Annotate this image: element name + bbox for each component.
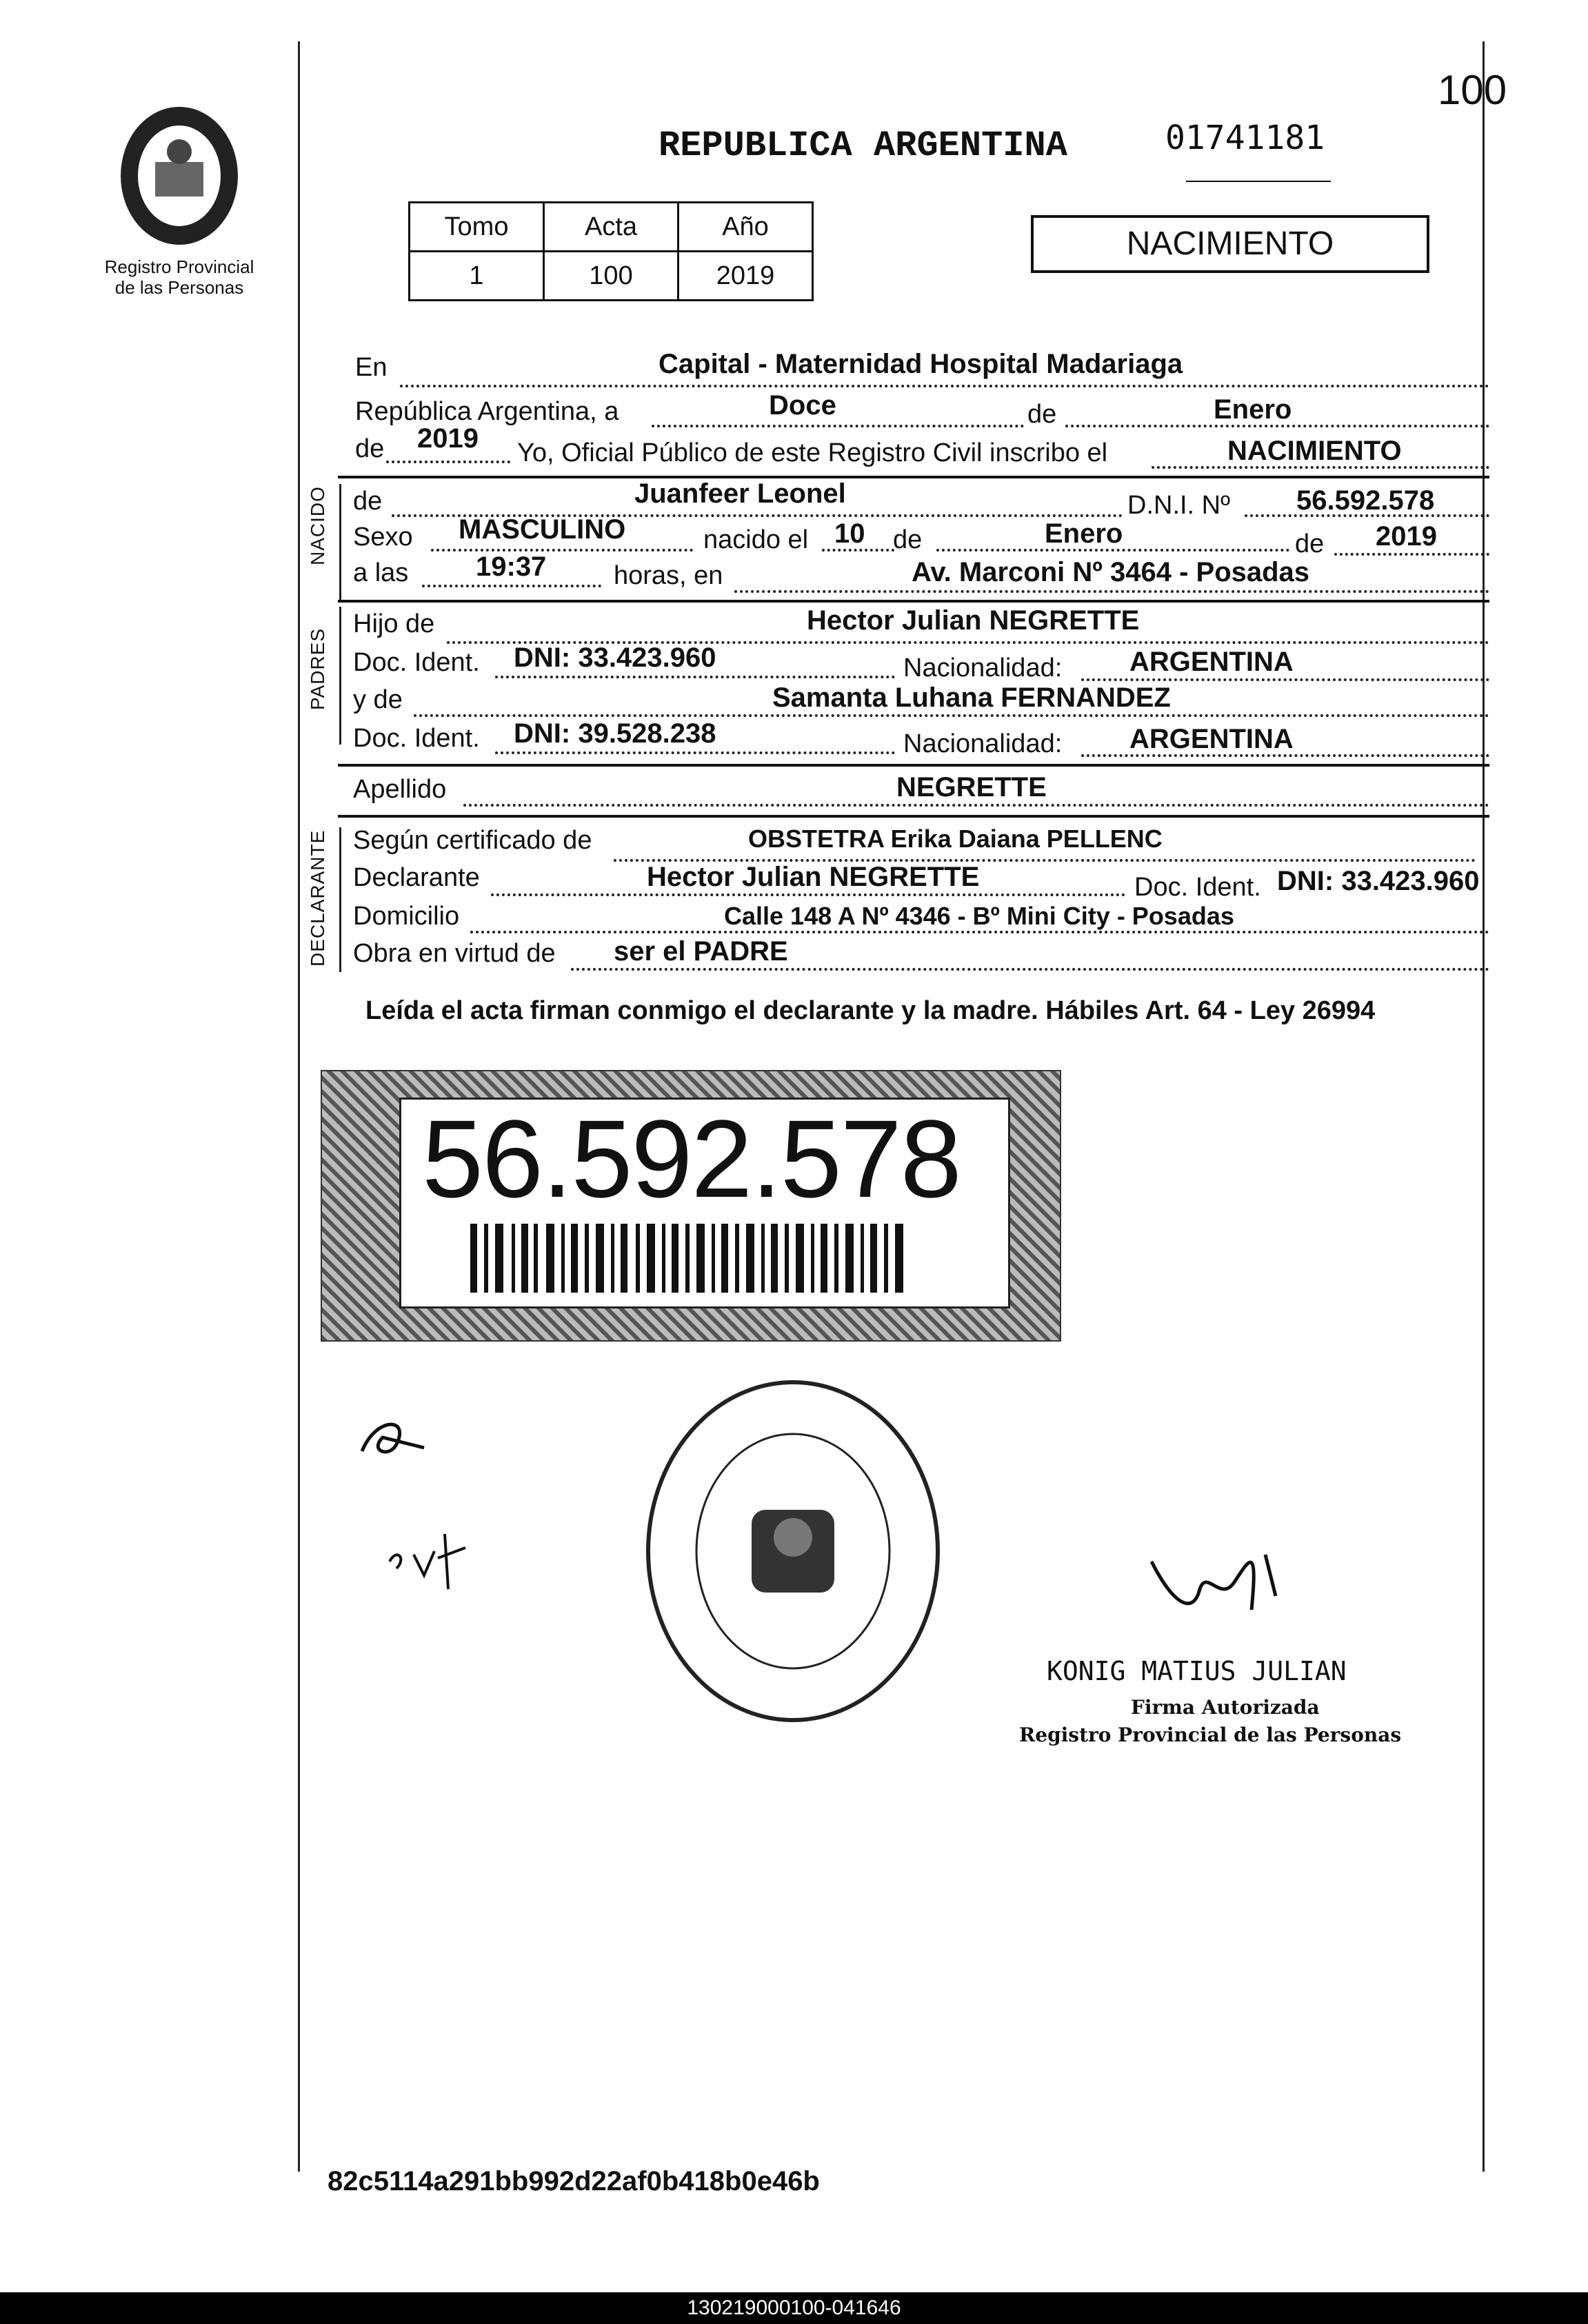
label-cert: Según certificado de <box>353 826 592 855</box>
label-decl-doc: Doc. Ident. <box>1134 873 1261 902</box>
registration-year: 2019 <box>417 423 479 454</box>
page-number: 100 <box>1438 67 1507 113</box>
acta-value: 100 <box>544 252 679 301</box>
handwritten-mark <box>376 1520 486 1596</box>
label-horas: horas, en <box>614 561 723 590</box>
logo-caption-line-2: de las Personas <box>114 277 244 298</box>
serial-number: 01741181 <box>1165 119 1325 157</box>
child-sex: MASCULINO <box>459 514 626 545</box>
footer-code: 130219000100-041646 <box>687 2296 901 2319</box>
official-seal <box>638 1372 948 1730</box>
declarante-bracket <box>339 827 341 972</box>
father-name: Hector Julian NEGRETTE <box>807 605 1140 636</box>
declarante-section-label: DECLARANTE <box>307 829 328 967</box>
barcode-bars <box>470 1224 912 1293</box>
label-oficial: Yo, Oficial Público de este Registro Civil inscribo el <box>517 438 1108 467</box>
birth-day: 10 <box>834 518 865 549</box>
father-doc-line <box>495 676 895 678</box>
year-line <box>386 461 510 463</box>
obra-line <box>571 968 1489 971</box>
label-de-month: de <box>1027 400 1057 429</box>
logo-caption <box>76 256 283 298</box>
padres-bracket <box>339 607 341 745</box>
right-margin-line <box>1483 41 1485 2172</box>
barcode-frame <box>321 1070 1061 1342</box>
mother-doc-line <box>495 751 895 754</box>
left-margin-line <box>298 41 300 2172</box>
label-en: En <box>355 353 388 382</box>
declarant-name: Hector Julian NEGRETTE <box>647 862 980 892</box>
child-dni: 56.592.578 <box>1296 485 1435 516</box>
nacido-bracket <box>339 484 341 601</box>
tomo-value: 1 <box>410 252 544 301</box>
ano-header: Año <box>679 203 813 252</box>
birth-address: Av. Marconi Nº 3464 - Posadas <box>912 557 1310 587</box>
label-a-las: a las <box>353 558 409 587</box>
sexo-line <box>431 549 693 552</box>
label-domicilio: Domicilio <box>353 902 460 931</box>
nacido-section-label: NACIDO <box>307 486 328 565</box>
mother-name: Samanta Luhana FERNANDEZ <box>772 683 1171 713</box>
day-line <box>652 425 1024 427</box>
label-declarante: Declarante <box>353 863 480 892</box>
registration-day: Doce <box>769 390 836 421</box>
father-doc: DNI: 33.423.960 <box>514 643 716 673</box>
label-republica: República Argentina, a <box>355 397 619 426</box>
label-de-name: de <box>353 487 383 516</box>
apellido-line <box>463 804 1489 807</box>
intro-divider <box>338 476 1489 478</box>
birth-time: 19:37 <box>476 552 547 582</box>
mother-doc: DNI: 39.528.238 <box>514 718 716 749</box>
signatory-name: KONIG MATIUS JULIAN <box>1047 1656 1347 1686</box>
mother-nationality: ARGENTINA <box>1129 724 1294 754</box>
handwritten-initials <box>348 1410 452 1472</box>
country-title: REPUBLICA ARGENTINA <box>659 125 1067 166</box>
barcode-panel <box>399 1098 1010 1308</box>
nacido-divider <box>338 600 1489 603</box>
label-de-year: de <box>355 434 385 463</box>
declarant-role: ser el PADRE <box>614 936 788 967</box>
record-word: NACIMIENTO <box>1227 436 1402 466</box>
padres-divider <box>338 764 1489 767</box>
father-nationality: ARGENTINA <box>1129 647 1294 677</box>
provincial-emblem-logo <box>100 97 259 255</box>
birth-year: 2019 <box>1376 521 1437 552</box>
handwritten-signature <box>1138 1534 1317 1637</box>
address-line <box>734 590 1489 593</box>
label-apellido: Apellido <box>353 775 447 804</box>
label-de-birth-month: de <box>893 525 923 554</box>
declarant-address: Calle 148 A Nº 4346 - Bº Mini City - Posadas <box>724 902 1234 930</box>
label-de-birth-year: de <box>1295 529 1325 558</box>
label-dni: D.N.I. Nº <box>1127 491 1230 520</box>
label-mother-doc: Doc. Ident. <box>353 724 480 753</box>
birth-year-line <box>1334 553 1489 556</box>
domicilio-line <box>470 931 1489 933</box>
declarante-line <box>491 893 1125 896</box>
serial-underline <box>1186 181 1331 182</box>
logo-caption-line-1: Registro Provincial <box>104 256 254 277</box>
label-y-de: y de <box>353 685 403 714</box>
label-mother-nat: Nacionalidad: <box>903 729 1063 758</box>
birth-place: Capital - Maternidad Hospital Madariaga <box>659 349 1183 379</box>
place-line <box>400 385 1489 387</box>
padres-section-label: PADRES <box>307 627 328 710</box>
label-father-nat: Nacionalidad: <box>903 654 1063 683</box>
footer-bar <box>0 2292 1588 2324</box>
mother-line <box>414 714 1489 717</box>
time-line <box>422 585 601 587</box>
record-type-box: NACIMIENTO <box>1031 215 1429 273</box>
closing-statement: Leída el acta firman conmigo el declarante y la madre. Hábiles Art. 64 - Ley 26994 <box>365 996 1376 1025</box>
registration-month: Enero <box>1214 394 1292 425</box>
label-hijo-de: Hijo de <box>353 609 435 638</box>
father-nat-line <box>1081 678 1489 681</box>
label-father-doc: Doc. Ident. <box>353 648 480 677</box>
reference-table <box>408 201 814 301</box>
apellido-divider <box>338 815 1489 818</box>
label-nacido-el: nacido el <box>703 525 809 554</box>
barcode-number: 56.592.578 <box>422 1097 961 1220</box>
surname: NEGRETTE <box>896 772 1047 802</box>
signatory-org: Registro Provincial de las Personas <box>1019 1724 1402 1746</box>
declarant-doc: DNI: 33.423.960 <box>1277 866 1480 896</box>
ano-value: 2019 <box>679 252 813 301</box>
document-hash: 82c5114a291bb992d22af0b418b0e46b <box>328 2166 820 2196</box>
tomo-header: Tomo <box>410 203 544 252</box>
signatory-title: Firma Autorizada <box>1131 1696 1320 1719</box>
label-sexo: Sexo <box>353 523 413 552</box>
certificate-issuer: OBSTETRA Erika Daiana PELLENC <box>748 825 1163 853</box>
label-obra: Obra en virtud de <box>353 939 556 968</box>
acta-header: Acta <box>544 203 679 252</box>
birth-month: Enero <box>1045 518 1123 549</box>
child-name: Juanfeer Leonel <box>634 478 846 509</box>
